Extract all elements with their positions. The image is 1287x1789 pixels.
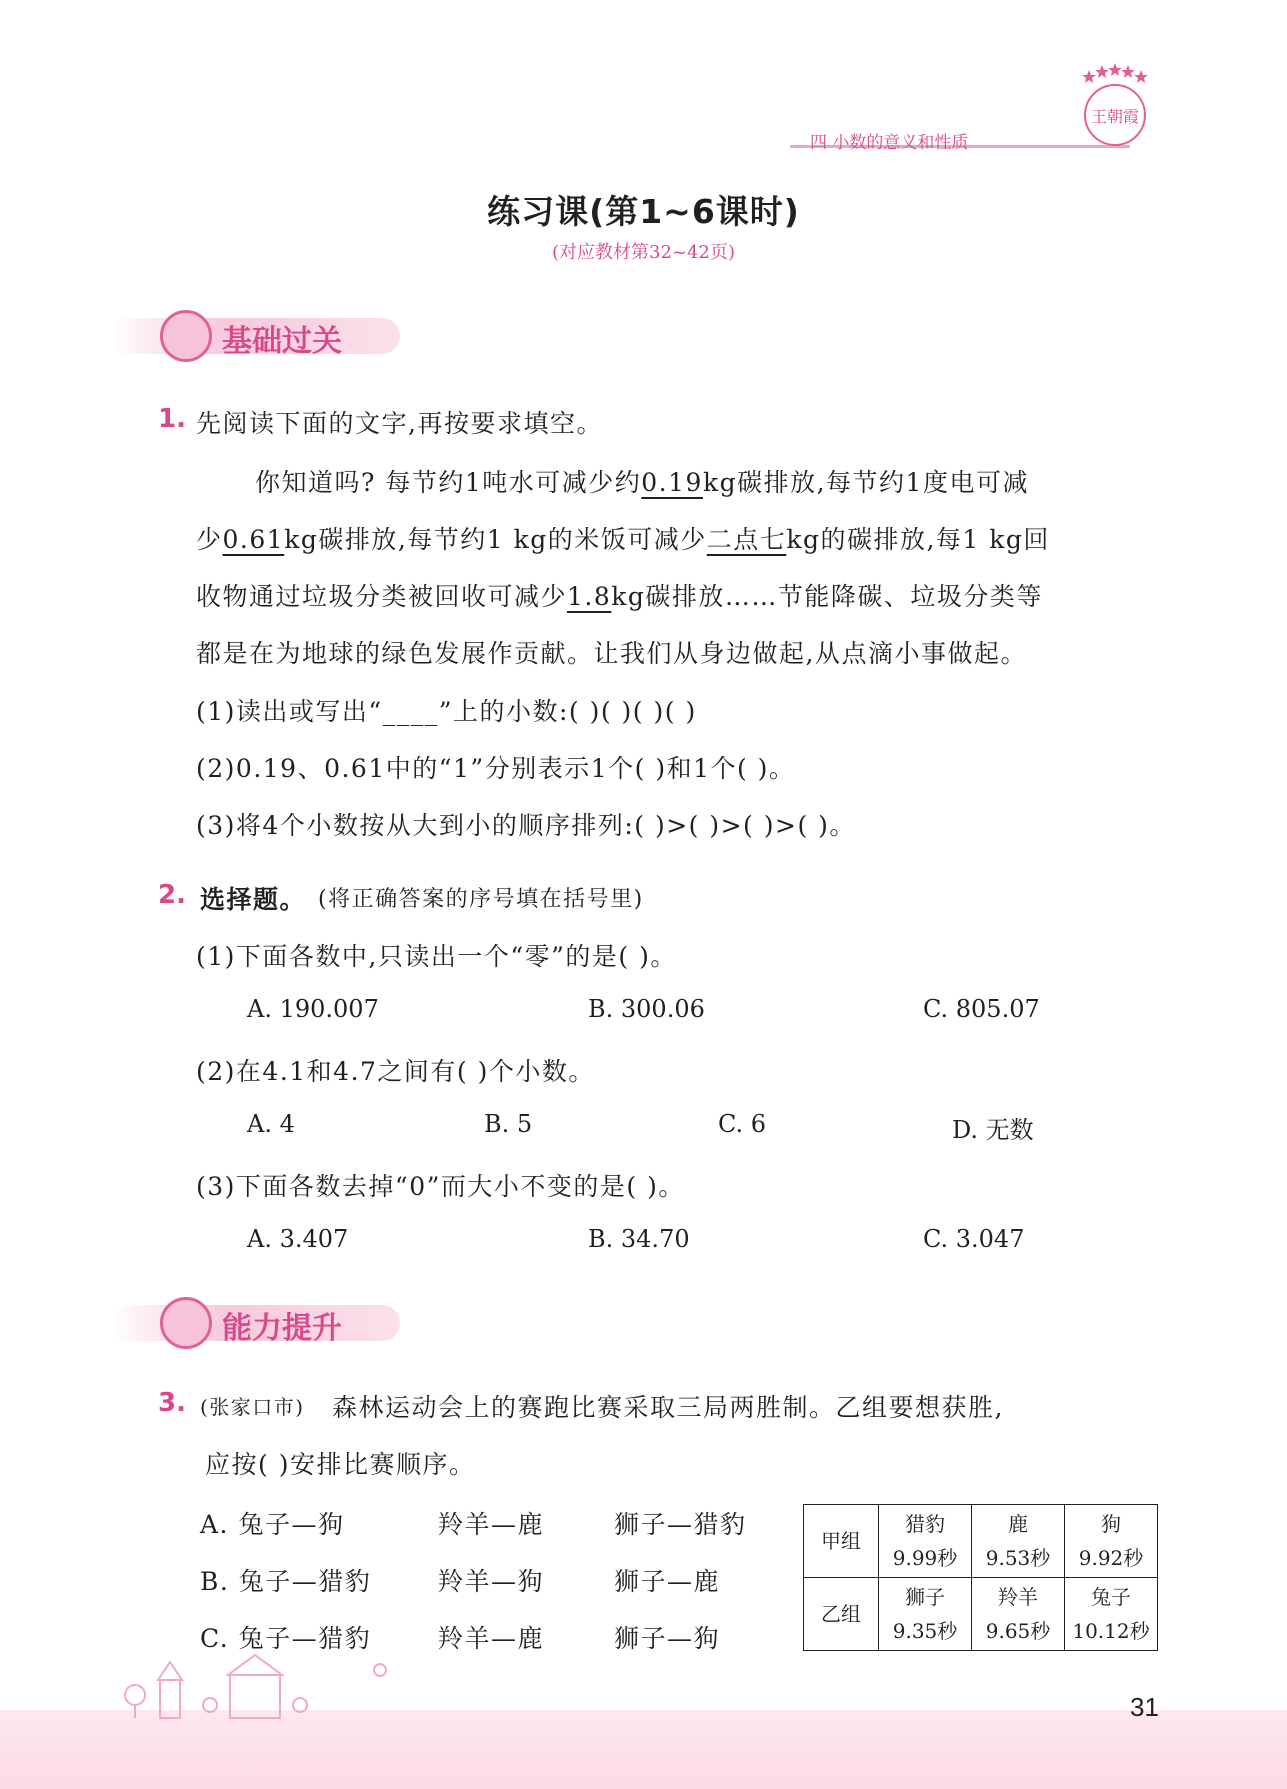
q1-text: kg碳排放,每节约1度电可减 [702,468,1029,497]
q1-paragraph-line-4: 都是在为地球的绿色发展作贡献。让我们从身边做起,从点滴小事做起。 [196,639,1027,668]
q1-text: 收物通过垃圾分类被回收可减少 [196,582,568,611]
q1-paragraph-line-2 [196,520,1050,556]
q2-note: (将正确答案的序号填在括号里) [318,887,644,912]
page-number: 31 [1130,1692,1159,1722]
q3-option-c-pair-2: 羚羊—鹿 [438,1624,545,1653]
q1-text: 你知道吗? 每节约1吨水可减少约 [255,468,642,497]
q1-value-2: 0.61 [222,525,285,554]
q3-option-c-pair-1: C. 兔子—猎豹 [200,1624,372,1653]
animal-name: 羚羊 [998,1585,1038,1609]
race-time: 10.12秒 [1072,1619,1150,1643]
q3-option-b-pair-3: 狮子—鹿 [614,1567,721,1596]
q1-value-3: 二点七 [706,525,787,554]
publisher-logo [1075,60,1155,152]
q1-value-1: 0.19 [641,468,703,497]
q1-paragraph-line-3 [196,577,1043,613]
question-number-3: 3. [158,1388,186,1418]
q1-subquestion-3: (3)将4个小数按从大到小的顺序排列:( )>( )>( )>( )。 [196,811,856,840]
q2-s2-option-a: A. 4 [247,1110,295,1138]
animal-name: 兔子 [1091,1585,1131,1609]
race-time: 9.99秒 [892,1546,958,1570]
q3-stem-line-2: 应按( )安排比赛顺序。 [205,1450,476,1479]
q2-s2-option-c: C. 6 [718,1110,767,1138]
q3-option-a-pair-1: A. 兔子—狗 [200,1510,345,1539]
table-cell [1065,1578,1158,1651]
animal-name: 猎豹 [905,1512,945,1536]
q3-option-c-pair-3: 狮子—狗 [614,1624,721,1653]
q2-s1-option-c: C. 805.07 [923,995,1040,1023]
q3-option-a-pair-3: 狮子—猎豹 [614,1510,747,1539]
q2-s3-option-b: B. 34.70 [588,1225,690,1253]
q1-text: kg碳排放……节能降碳、垃圾分类等 [611,582,1043,611]
q1-stem: 先阅读下面的文字,再按要求填空。 [196,409,603,438]
castle-decoration-icon [120,1650,440,1720]
table-cell [879,1578,972,1651]
q1-text: 少 [196,525,223,554]
q3-option-b-pair-1: B. 兔子—猎豹 [200,1567,372,1596]
animal-name: 狗 [1101,1512,1121,1536]
q2-s1-option-b: B. 300.06 [588,995,705,1023]
race-times-table [803,1504,1158,1651]
q2-stem: 选择题。 [200,885,307,914]
q2-sub-2: (2)在4.1和4.7之间有( )个小数。 [196,1057,595,1086]
footer-band [0,1710,1287,1789]
section-title-basic: 基础过关 [222,324,342,359]
chapter-header: 四 小数的意义和性质 [810,133,969,153]
table-cell [879,1505,972,1578]
q1-text: kg碳排放,每节约1 kg的米饭可减少 [284,525,707,554]
q1-value-4: 1.8 [567,582,612,611]
q2-s1-option-a: A. 190.007 [247,995,379,1023]
group-label: 乙组 [804,1578,879,1651]
group-label: 甲组 [804,1505,879,1578]
q2-sub-3: (3)下面各数去掉“0”而大小不变的是( )。 [196,1172,685,1201]
cartoon-girl-icon [160,1297,212,1349]
race-time: 9.65秒 [985,1619,1051,1643]
question-number-2: 2. [158,880,186,910]
q3-option-a-pair-2: 羚羊—鹿 [438,1510,545,1539]
q1-text: kg的碳排放,每1 kg回 [786,525,1050,554]
page-subtitle: (对应教材第32~42页) [552,242,735,263]
question-number-1: 1. [158,404,186,434]
q3-option-b-pair-2: 羚羊—狗 [438,1567,545,1596]
race-time: 9.92秒 [1078,1546,1144,1570]
q3-stem-line-1: 森林运动会上的赛跑比赛采取三局两胜制。乙组要想获胜, [332,1393,1004,1422]
svg-text:王朝霞: 王朝霞 [1090,107,1140,126]
q2-s3-option-c: C. 3.047 [923,1225,1025,1253]
table-row-group-b [804,1578,1158,1651]
table-cell [972,1578,1065,1651]
table-cell [972,1505,1065,1578]
table-cell [1065,1505,1158,1578]
q1-paragraph-line-1 [255,463,1029,499]
page-title: 练习课(第1~6课时) [487,192,800,231]
cartoon-girl-icon [160,310,212,362]
q2-s3-option-a: A. 3.407 [247,1225,349,1253]
race-time: 9.53秒 [985,1546,1051,1570]
animal-name: 狮子 [905,1585,945,1609]
table-row-group-a [804,1505,1158,1578]
q2-sub-1: (1)下面各数中,只读出一个“零”的是( )。 [196,942,677,971]
q1-subquestion-1: (1)读出或写出“____”上的小数:( )( )( )( ) [196,697,697,726]
q2-s2-option-d: D. 无数 [952,1116,1034,1144]
q1-subquestion-2: (2)0.19、0.61中的“1”分别表示1个( )和1个( )。 [196,754,796,783]
animal-name: 鹿 [1008,1512,1028,1536]
q2-s2-option-b: B. 5 [484,1110,533,1138]
race-time: 9.35秒 [892,1619,958,1643]
section-title-advanced: 能力提升 [222,1311,342,1346]
q3-source: (张家口市) [200,1395,305,1419]
